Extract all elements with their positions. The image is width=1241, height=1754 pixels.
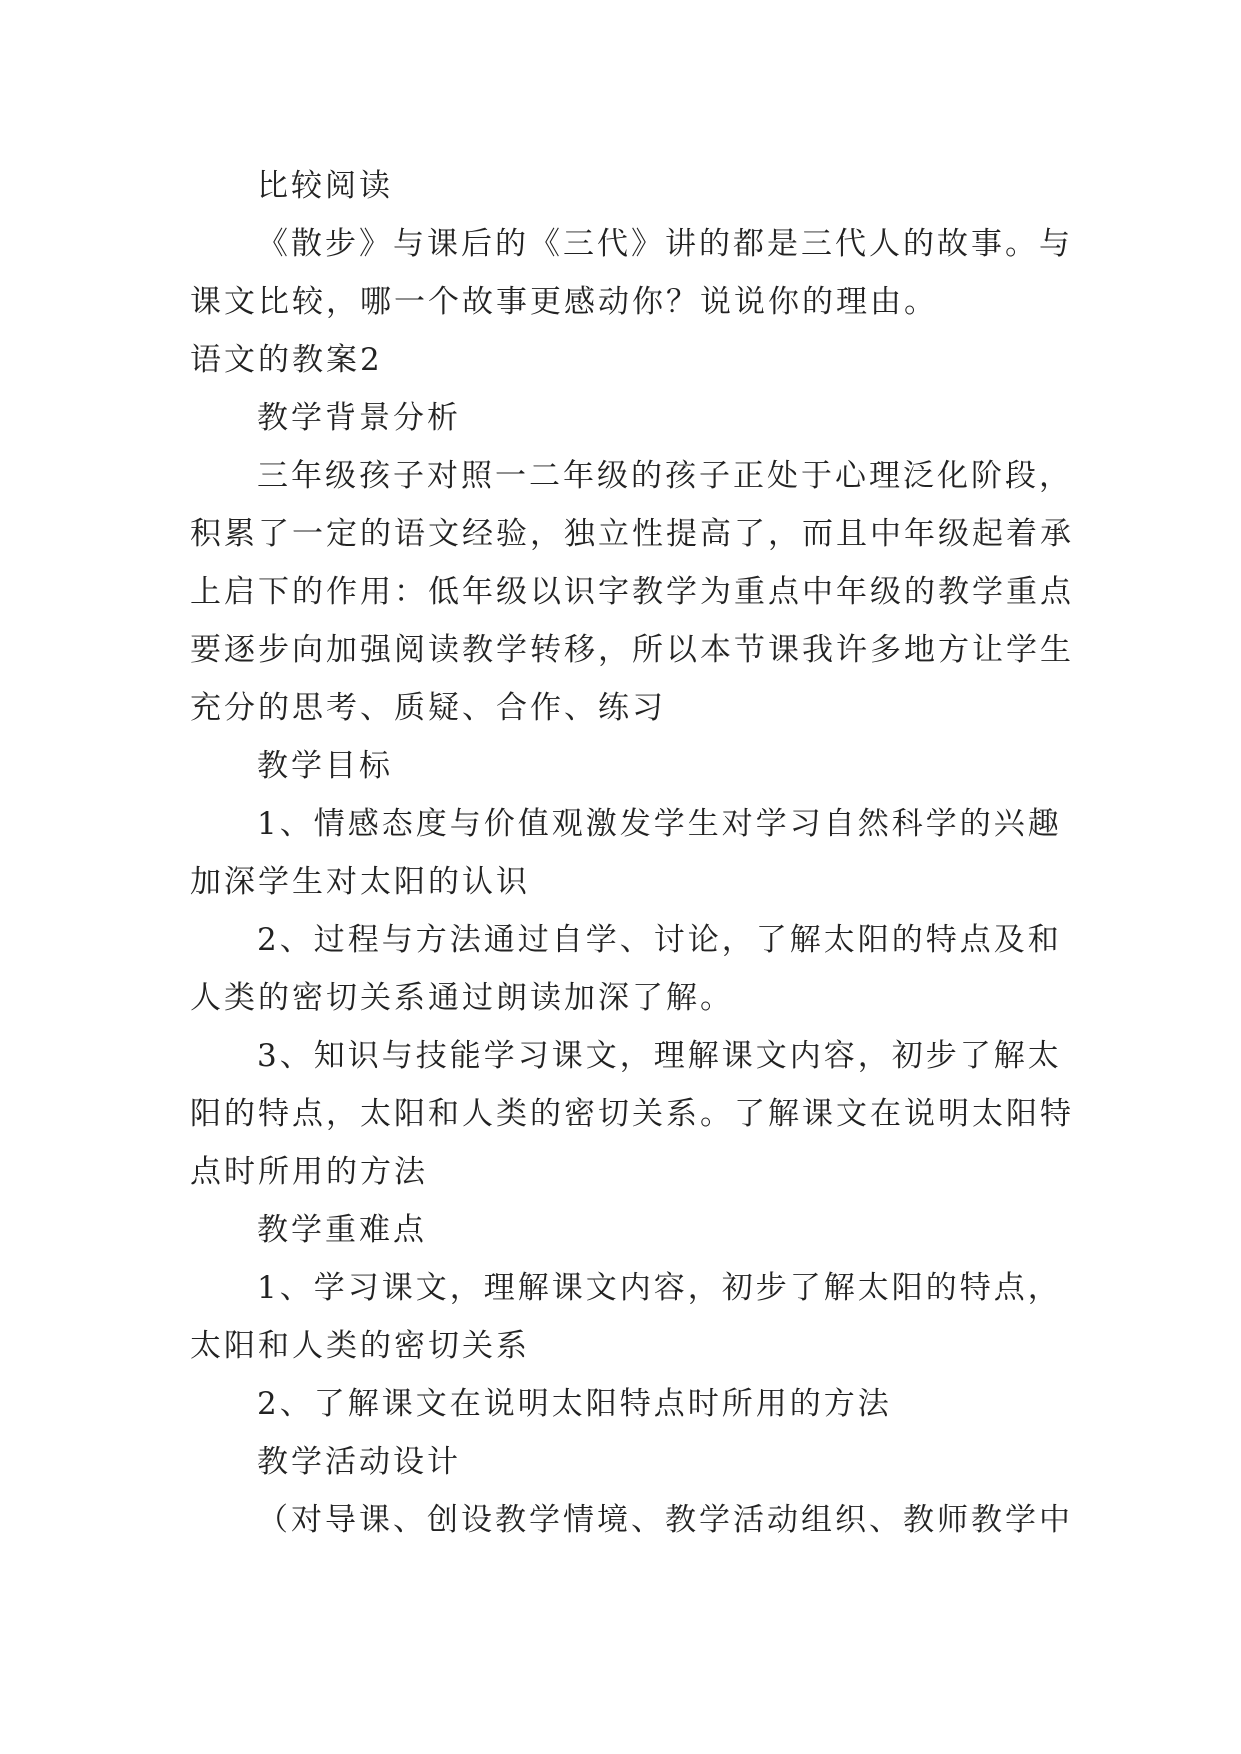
section-heading-objectives: 教学目标 [257, 748, 393, 784]
document-title-lesson-plan-2: 语文的教案2 [190, 342, 383, 378]
list-item-line: 加深学生对太阳的认识 [190, 864, 530, 900]
list-item-line: 2、过程与方法通过自学、讨论，了解太阳的特点及和 [257, 922, 1062, 958]
list-item-line: 1、学习课文，理解课文内容，初步了解太阳的特点， [257, 1270, 1062, 1306]
section-heading-background: 教学背景分析 [257, 400, 461, 436]
list-item-line: 3、知识与技能学习课文，理解课文内容，初步了解太 [257, 1038, 1062, 1074]
paragraph-line: 三年级孩子对照一二年级的孩子正处于心理泛化阶段， [257, 458, 1073, 494]
paragraph-line: 要逐步向加强阅读教学转移，所以本节课我许多地方让学生 [190, 632, 1074, 668]
section-heading-key-points: 教学重难点 [257, 1212, 427, 1248]
section-heading-activity-design: 教学活动设计 [257, 1444, 461, 1480]
paragraph-line: 充分的思考、质疑、合作、练习 [190, 690, 666, 726]
list-item-line: 2、了解课文在说明太阳特点时所用的方法 [257, 1386, 892, 1422]
paragraph-line: 《散步》与课后的《三代》讲的都是三代人的故事。与 [257, 226, 1073, 262]
paragraph-line: 课文比较，哪一个故事更感动你？说说你的理由。 [190, 284, 938, 320]
list-item-line: 点时所用的方法 [190, 1154, 428, 1190]
list-item-line: 太阳和人类的密切关系 [190, 1328, 530, 1364]
section-heading-comparative-reading: 比较阅读 [257, 168, 393, 204]
paragraph-line: 上启下的作用：低年级以识字教学为重点中年级的教学重点 [190, 574, 1074, 610]
paragraph-line: （对导课、创设教学情境、教学活动组织、教师教学中 [257, 1502, 1073, 1538]
list-item-line: 1、情感态度与价值观激发学生对学习自然科学的兴趣 [257, 806, 1062, 842]
list-item-line: 人类的密切关系通过朗读加深了解。 [190, 980, 734, 1016]
paragraph-line: 积累了一定的语文经验，独立性提高了，而且中年级起着承 [190, 516, 1074, 552]
list-item-line: 阳的特点，太阳和人类的密切关系。了解课文在说明太阳特 [190, 1096, 1074, 1132]
